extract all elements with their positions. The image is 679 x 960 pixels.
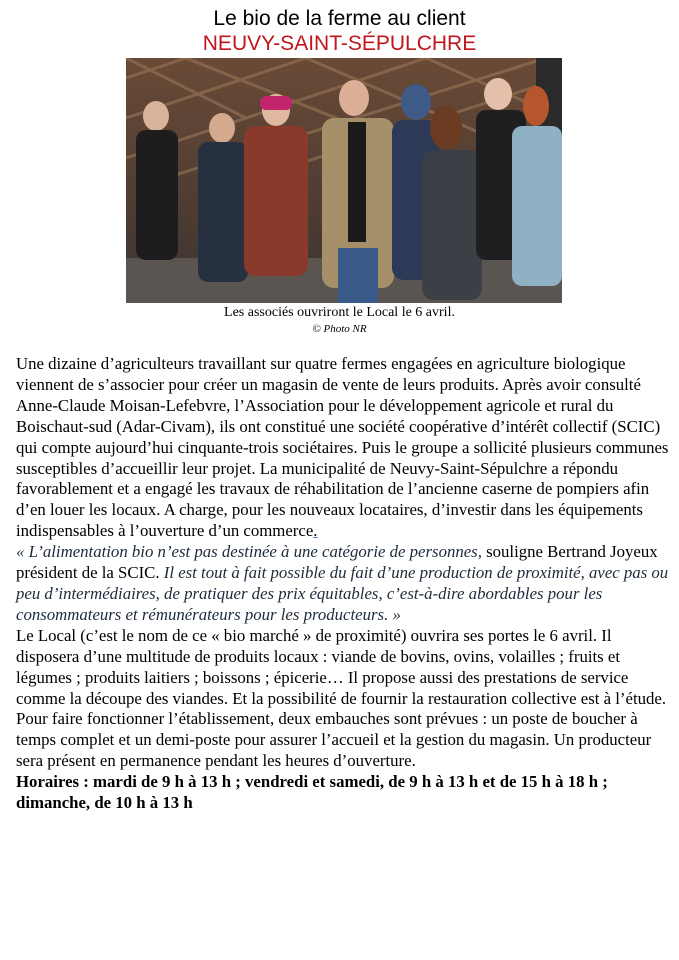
article-title: Le bio de la ferme au client bbox=[213, 7, 466, 30]
photo-caption: Les associés ouvriront le Local le 6 avril. bbox=[224, 305, 455, 320]
quote-part-b: Il est tout à fait possible du fait d’une production de proximité, avec pas ou peu d’intermédiaires, de pratiquer des prix équitables, c’est-à-dire abordables pour les consommateurs et rémunérateurs pour les producteurs. » bbox=[16, 563, 669, 624]
group-photo-illustration bbox=[126, 58, 562, 303]
paragraph-intro-text: Une dizaine d’agriculteurs travaillant sur quatre fermes engagées en agriculture biologique viennent de s’associer pour créer un magasin de vente de leurs produits. Après avoir consulté Anne-Claude Moisan-Lefebvre, l’Association pour le développement agricole et rural du Boischaut-sud (Adar-Civam), ils ont constitué une société coopérative d’intérêt collectif (SCIC) qui compte aujourd’hui cinquante-trois sociétaires. Puis le groupe a sollicité plusieurs communes susceptibles d’accueillir leur projet. La municipalité de Neuvy-Saint-Sépulchre a répondu favorablement et a engagé les travaux de réhabilitation de l’ancienne caserne de pompiers afin d’en louer les locaux. A charge, pour les nouveaux locataires, d’investir dans les équipements indispensables à l’ouverture d’un commerce bbox=[16, 354, 669, 541]
paragraph-quote bbox=[16, 542, 676, 626]
quote-part-a: « L’alimentation bio n’est pas destinée à une catégorie de personnes, bbox=[16, 542, 482, 562]
quote-attribution: souligne Bertrand Joyeux président de la SCIC. bbox=[16, 542, 658, 583]
opening-hours: Horaires : mardi de 9 h à 13 h ; vendredi et samedi, de 9 h à 13 h et de 15 h à 18 h ; dimanche, de 10 h à 13 h bbox=[16, 772, 608, 813]
article-body bbox=[16, 354, 676, 814]
group-photo bbox=[126, 58, 562, 303]
article-location: NEUVY-SAINT-SÉPULCHRE bbox=[202, 32, 477, 55]
paragraph-intro-end: . bbox=[313, 521, 318, 541]
photo-credit: © Photo NR bbox=[312, 323, 367, 335]
paragraph-intro bbox=[16, 354, 676, 542]
paragraph-local: Le Local (c’est le nom de ce « bio marché » de proximité) ouvrira ses portes le 6 avril. Il disposera d’une multitude de produits locaux : viande de bovins, ovins, volailles ; fruits et légumes ; produits laitiers ; boissons ; épicerie… Il propose aussi des prestations de service comme la découpe des viandes. Et la possibilité de fournir la restauration collective est à l’étude. Pour faire fonctionner l’établissement, deux embauches sont prévues : un poste de boucher à temps complet et un demi-poste pour assurer l’accueil et la gestion du magasin. Un producteur sera présent en permanence pendant les heures d’ouverture. bbox=[16, 625, 667, 771]
